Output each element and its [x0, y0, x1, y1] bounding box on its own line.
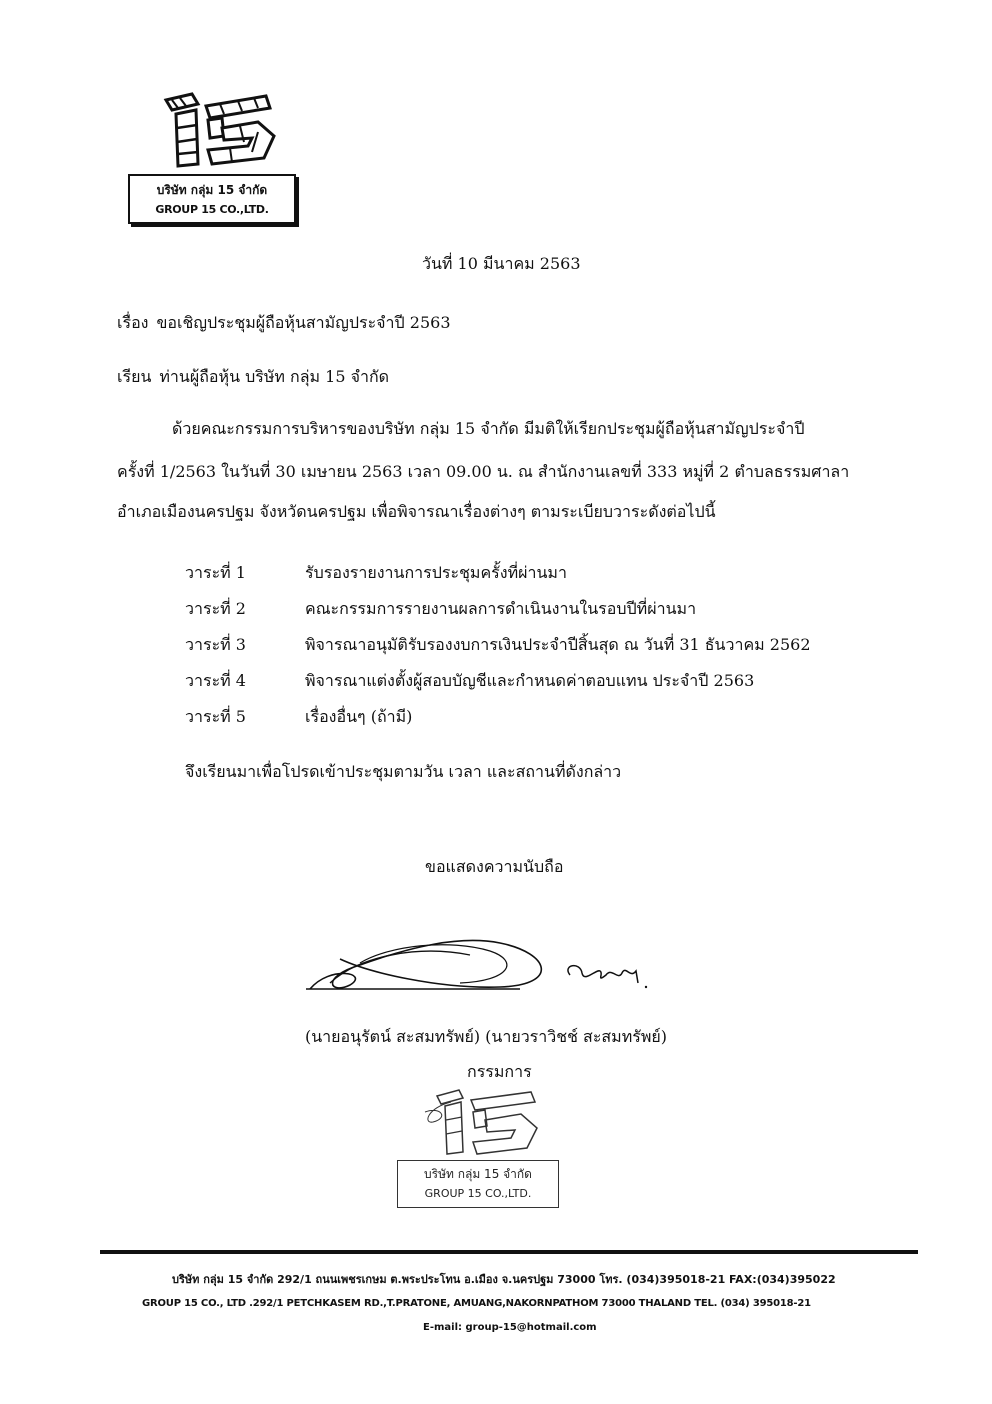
signatory-names: (นายอนุรัตน์ สะสมทรัพย์) (นายวราวิชช์ สะสมทรัพย์) — [305, 1027, 668, 1046]
body-line-1: ด้วยคณะกรรมการบริหารของบริษัท กลุ่ม 15 จำกัด มีมติให้เรียกประชุมผู้ถือหุ้นสามัญประจำปี — [172, 419, 805, 438]
footer-address-th: บริษัท กลุ่ม 15 จำกัด 292/1 ถนนเพชรเกษม ต.พระประโทน อ.เมือง จ.นครปฐม 73000 โทร. (034)395018-21 FAX:(034)395022 — [172, 1273, 836, 1286]
company-stamp — [395, 1088, 575, 1216]
agenda-text-3: พิจารณาอนุมัติรับรองงบการเงินประจำปีสิ้นสุด ณ วันที่ 31 ธันวาคม 2562 — [305, 635, 811, 654]
logo-15-mark — [158, 92, 278, 168]
agenda-text-2: คณะกรรมการรายงานผลการดำเนินงานในรอบปีที่ผ่านมา — [305, 599, 697, 618]
logo-company-en: GROUP 15 CO.,LTD. — [155, 203, 269, 216]
logo-name-box — [128, 174, 296, 224]
subject-label: เรื่อง — [117, 313, 149, 332]
agenda-label-1: วาระที่ 1 — [185, 563, 246, 582]
agenda-label-4: วาระที่ 4 — [185, 671, 246, 690]
stamp-company-th: บริษัท กลุ่ม 15 จำกัด — [424, 1167, 532, 1181]
handwritten-signatures — [300, 925, 680, 1005]
agenda-text-5: เรื่องอื่นๆ (ถ้ามี) — [305, 707, 413, 726]
letter-date: วันที่ 10 มีนาคม 2563 — [422, 254, 581, 273]
agenda-text-4: พิจารณาแต่งตั้งผู้สอบบัญชีและกำหนดค่าตอบแทน ประจำปี 2563 — [305, 671, 755, 690]
stamp-company-en: GROUP 15 CO.,LTD. — [424, 1187, 532, 1200]
recipient-label: เรียน — [117, 367, 152, 386]
agenda-text-1: รับรองรายงานการประชุมครั้งที่ผ่านมา — [305, 563, 567, 582]
stamp-15-mark — [421, 1088, 551, 1158]
footer-email: E-mail: group-15@hotmail.com — [423, 1322, 597, 1333]
agenda-label-2: วาระที่ 2 — [185, 599, 246, 618]
body-line-2: ครั้งที่ 1/2563 ในวันที่ 30 เมษายน 2563 เวลา 09.00 น. ณ สำนักงานเลขที่ 333 หมู่ที่ 2 ตำบลธรรมศาลา — [117, 462, 850, 481]
closing-sentence: จึงเรียนมาเพื่อโปรดเข้าประชุมตามวัน เวลา และสถานที่ดังกล่าว — [185, 762, 622, 781]
agenda-label-3: วาระที่ 3 — [185, 635, 246, 654]
subject-line — [117, 311, 451, 336]
body-line-3: อำเภอเมืองนครปฐม จังหวัดนครปฐม เพื่อพิจารณาเรื่องต่างๆ ตามระเบียบวาระดังต่อไปนี้ — [117, 502, 716, 521]
logo-company-th: บริษัท กลุ่ม 15 จำกัด — [156, 183, 268, 197]
agenda-label-5: วาระที่ 5 — [185, 707, 246, 726]
footer-divider — [100, 1250, 918, 1254]
recipient-line — [117, 365, 389, 390]
subject-text: ขอเชิญประชุมผู้ถือหุ้นสามัญประจำปี 2563 — [156, 313, 451, 332]
company-logo — [128, 92, 296, 228]
footer-address-en: GROUP 15 CO., LTD .292/1 PETCHKASEM RD.,T.PRATONE, AMUANG,NAKORNPATHOM 73000 THALAND TEL. (034) 395018-21 — [142, 1298, 811, 1309]
signatory-position: กรรมการ — [467, 1062, 532, 1081]
stamp-name-box — [397, 1160, 559, 1208]
regards: ขอแสดงความนับถือ — [425, 857, 564, 876]
recipient-text: ท่านผู้ถือหุ้น บริษัท กลุ่ม 15 จำกัด — [159, 367, 390, 386]
